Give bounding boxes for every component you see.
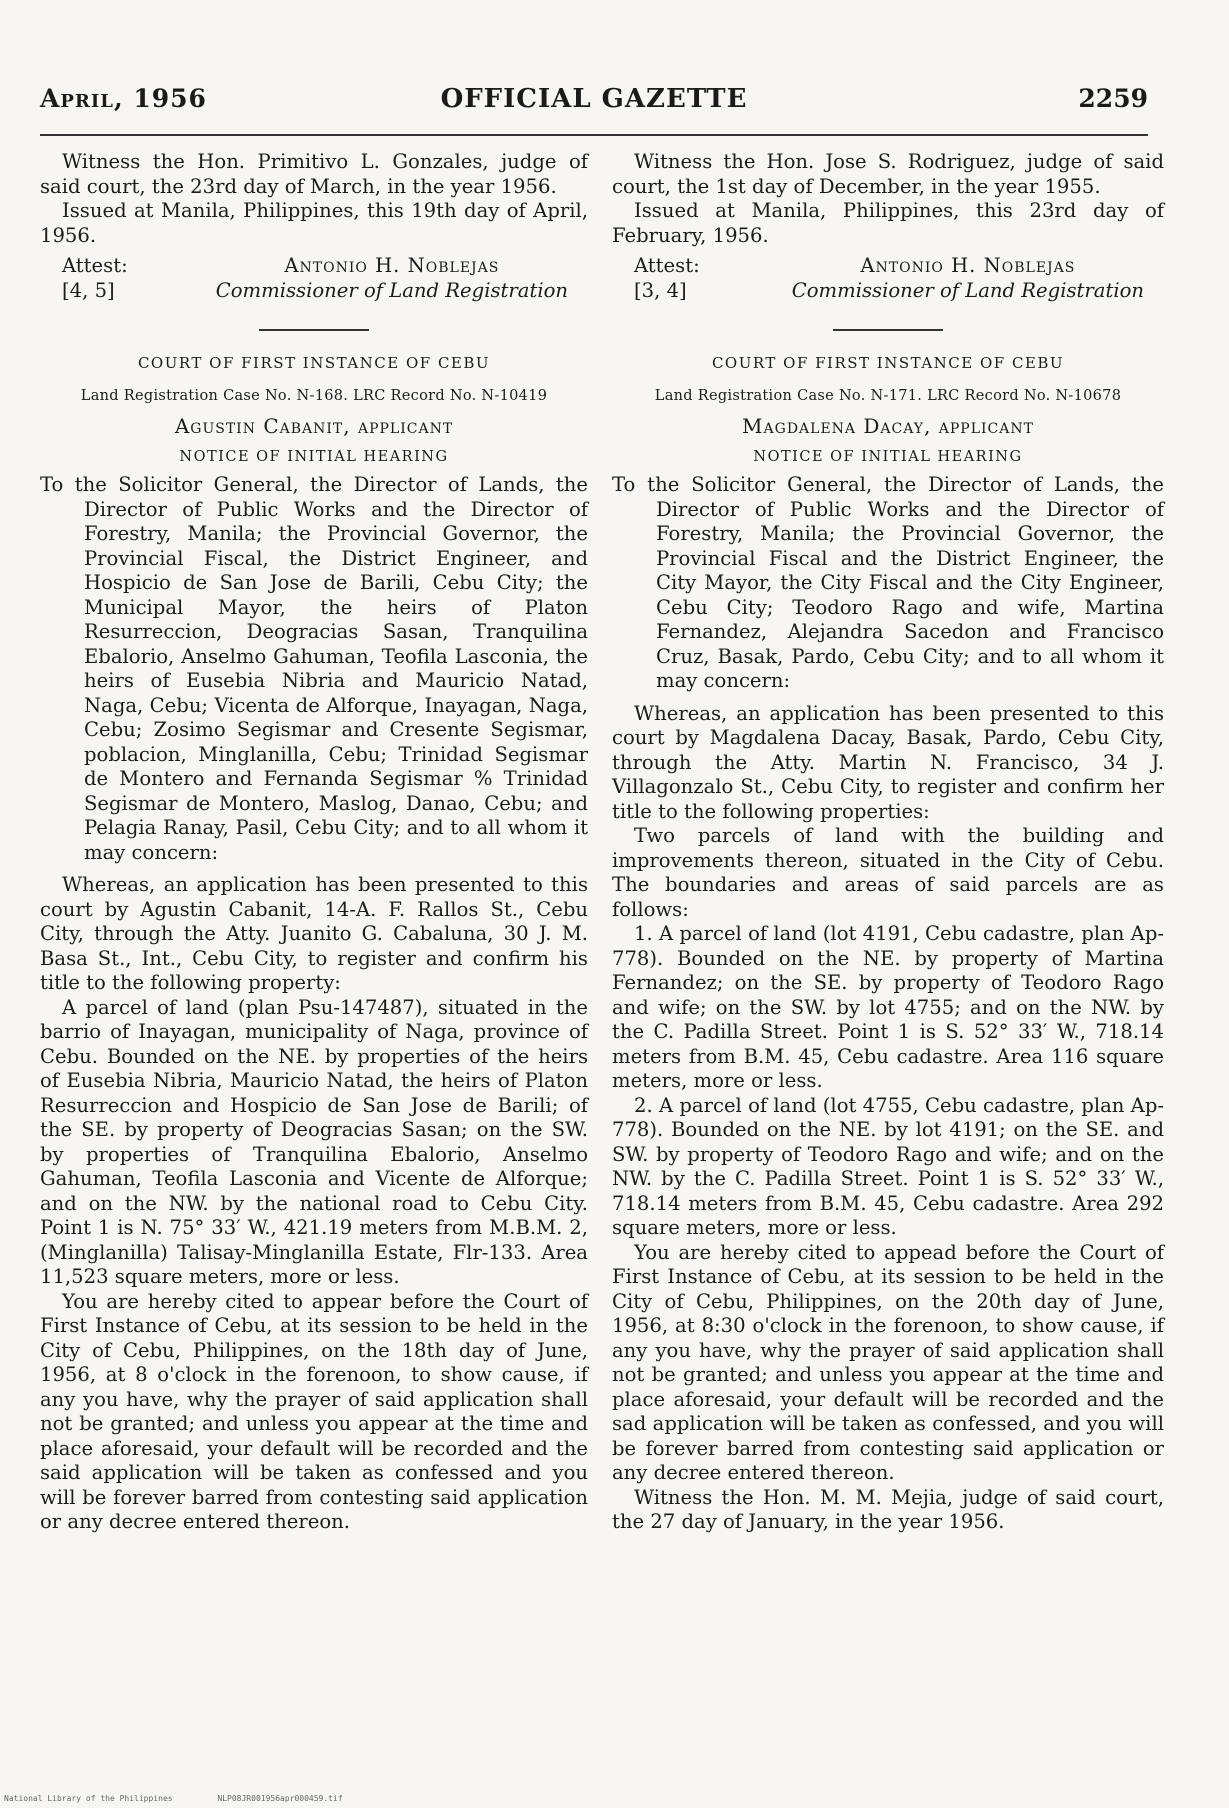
issued-paragraph: Issued at Manila, Philippines, this 19th day of April, 1956. bbox=[40, 199, 588, 247]
header-rule bbox=[40, 134, 1148, 136]
page-number: 2259 bbox=[1078, 84, 1148, 113]
applicant-name: Agustin Cabanit, applicant bbox=[174, 414, 454, 438]
applicant-name: Magdalena Dacay, applicant bbox=[742, 414, 1034, 438]
attest-title: Commissioner of Land Registration bbox=[215, 278, 568, 302]
whereas-paragraph: Whereas, an application has been presented to this court by Magdalena Dacay, Basak, Pardo, Cebu City, through the Atty. Martin N. Francisco, 34 J. Villagonzalo St., Cebu City, to register and confirm her title to the following properties: bbox=[612, 701, 1164, 823]
parcel-2-paragraph: 2. A parcel of land (lot 4755, Cebu cadastre, plan Ap-778). Bounded on the NE. by lot 4191; on the SE. and SW. by property of Teodoro Rago and wife; and on the NW. by the C. Padilla Street. Point 1 is S. 52° 33′ W., 718.14 meters from B.M. 45, Cebu cadastre. Area 292 square meters, more or less. bbox=[612, 1093, 1164, 1239]
publication-title: OFFICIAL GAZETTE bbox=[440, 84, 748, 114]
attest-label: Attest: bbox=[62, 254, 128, 277]
addressees-paragraph: To the Solicitor General, the Director of Lands, the Director of Public Works and the Director of Forestry, Manila; the Provincial Governor, the Provincial Fiscal and the District Engineer, the City Mayor, the City Fiscal and the City Engineer, Cebu City; Teodoro Rago and wife, Martina Fernandez, Alejandra Sacedon and Francisco Cruz, Basak, Pardo, Cebu City; and to all whom it may concern: bbox=[612, 473, 1164, 692]
attest-block bbox=[612, 254, 1164, 303]
attest-label: Attest: bbox=[634, 254, 700, 277]
parcel-paragraph: A parcel of land (plan Psu-147487), situated in the barrio of Inayagan, municipality of Naga, province of Cebu. Bounded on the NE. by properties of the heirs of Eusebia Nibria, Mauricio Natad, the heirs of Platon Resurreccion and Hospicio de San Jose de Barili; of the SE. by property of Deogracias Sasan; on the SW. by properties of Tranquilina Ebalorio, Anselmo Gahuman, Teofila Lasconia and Vicente de Alforque; and on the NW. by the national road to Cebu City. Point 1 is N. 75° 33′ W., 421.19 meters from M.B.M. 2, (Minglanilla) Talisay-Minglanilla Estate, Flr-133. Area 11,523 square meters, more or less. bbox=[40, 995, 588, 1288]
court-heading: COURT OF FIRST INSTANCE OF CEBU bbox=[711, 354, 1065, 372]
citation-paragraph: You are hereby cited to appear before the Court of First Instance of Cebu, at its session to be held in the City of Cebu, Philippines, on the 18th day of June, 1956, at 8 o'clock in the forenoon, to show cause, if any you have, why the prayer of said application shall not be granted; and unless you appear at the time and place aforesaid, your default will be recorded and the said application will be taken as confessed and you will be forever barred from contesting said application or any decree entered thereon. bbox=[40, 1289, 588, 1533]
right-column bbox=[612, 150, 1164, 1535]
case-number: Land Registration Case No. N-171. LRC Record No. N-10678 bbox=[654, 387, 1122, 404]
citation-paragraph: You are hereby cited to appead before the Court of First Instance of Cebu, at its session to be held in the City of Cebu, Philippines, on the 20th day of June, 1956, at 8:30 o'clock in the forenoon, to show cause, if any you have, why the prayer of said application shall not be granted; and unless you appear at the time and place aforesaid, your default will be recorded and the sad application will be taken as confessed, and you will be forever barred from contesting said application or any decree entered thereon. bbox=[612, 1240, 1164, 1484]
notice-heading: NOTICE OF INITIAL HEARING bbox=[179, 448, 449, 465]
court-heading: COURT OF FIRST INSTANCE OF CEBU bbox=[137, 354, 491, 372]
case-number: Land Registration Case No. N-168. LRC Record No. N-10419 bbox=[80, 387, 548, 404]
attest-block bbox=[40, 254, 588, 303]
issue-month: April, 1956 bbox=[40, 84, 207, 113]
addressees-paragraph: To the Solicitor General, the Director of Lands, the Director of Public Works and the Director of Forestry, Manila; the Provincial Governor, the Provincial Fiscal, the District Engineer, and Hospicio de San Jose de Barili, Cebu City; the Municipal Mayor, the heirs of Platon Resurreccion, Deogracias Sasan, Tranquilina Ebalorio, Anselmo Gahuman, Teofila Lasconia, the heirs of Eusebia Nibria and Mauricio Natad, Naga, Cebu; Vicenta de Alforque, Inayagan, Naga, Cebu; Zosimo Segismar and Cresente Segismar, poblacion, Minglanilla, Cebu; Trinidad Segismar de Montero and Fernanda Segismar % Trinidad Segismar de Montero, Maslog, Danao, Cebu; and Pelagia Ranay, Pasil, Cebu City; and to all whom it may concern: bbox=[40, 473, 588, 864]
whereas-paragraph: Whereas, an application has been presented to this court by Agustin Cabanit, 14-A. F. Rallos St., Cebu City, through the Atty. Juanito G. Cabaluna, 30 J. M. Basa St., Int., Cebu City, to register and confirm his title to the following property: bbox=[40, 873, 588, 994]
library-credit: National Library of the Philippines bbox=[4, 1794, 173, 1803]
issued-paragraph: Issued at Manila, Philippines, this 23rd day of February, 1956. bbox=[612, 199, 1164, 247]
section-divider bbox=[833, 329, 943, 331]
attest-ref: [4, 5] bbox=[62, 278, 115, 302]
two-parcels-paragraph: Two parcels of land with the building and improvements thereon, situated in the City of Cebu. The boundaries and areas of said parcels are as follows: bbox=[612, 824, 1164, 921]
attest-title: Commissioner of Land Registration bbox=[791, 278, 1144, 302]
attest-ref: [3, 4] bbox=[634, 278, 687, 302]
notice-heading: NOTICE OF INITIAL HEARING bbox=[753, 448, 1023, 465]
witness-2-paragraph: Witness the Hon. M. M. Mejia, judge of said court, the 27 day of January, in the year 1956. bbox=[612, 1485, 1164, 1533]
file-name: NLP08JR001956apr000459.tif bbox=[217, 1794, 343, 1803]
scan-footer bbox=[4, 1794, 383, 1803]
left-column bbox=[40, 150, 588, 1535]
parcel-1-paragraph: 1. A parcel of land (lot 4191, Cebu cadastre, plan Ap-778). Bounded on the NE. by property of Martina Fernandez; on the SE. by property of Teodoro Rago and wife; on the SW. by lot 4755; and on the NW. by the C. Padilla Street. Point 1 is S. 52° 33′ W., 718.14 meters from B.M. 45, Cebu cadastre. Area 116 square meters, more or less. bbox=[612, 922, 1164, 1092]
section-divider bbox=[259, 329, 369, 331]
attest-name: Antonio H. Noblejas bbox=[284, 254, 500, 277]
witness-paragraph: Witness the Hon. Primitivo L. Gonzales, judge of said court, the 23rd day of March, in the year 1956. bbox=[40, 150, 588, 198]
page-header bbox=[40, 84, 1148, 124]
attest-name: Antonio H. Noblejas bbox=[860, 254, 1076, 277]
witness-paragraph: Witness the Hon. Jose S. Rodriguez, judge of said court, the 1st day of December, in the year 1955. bbox=[612, 150, 1164, 198]
